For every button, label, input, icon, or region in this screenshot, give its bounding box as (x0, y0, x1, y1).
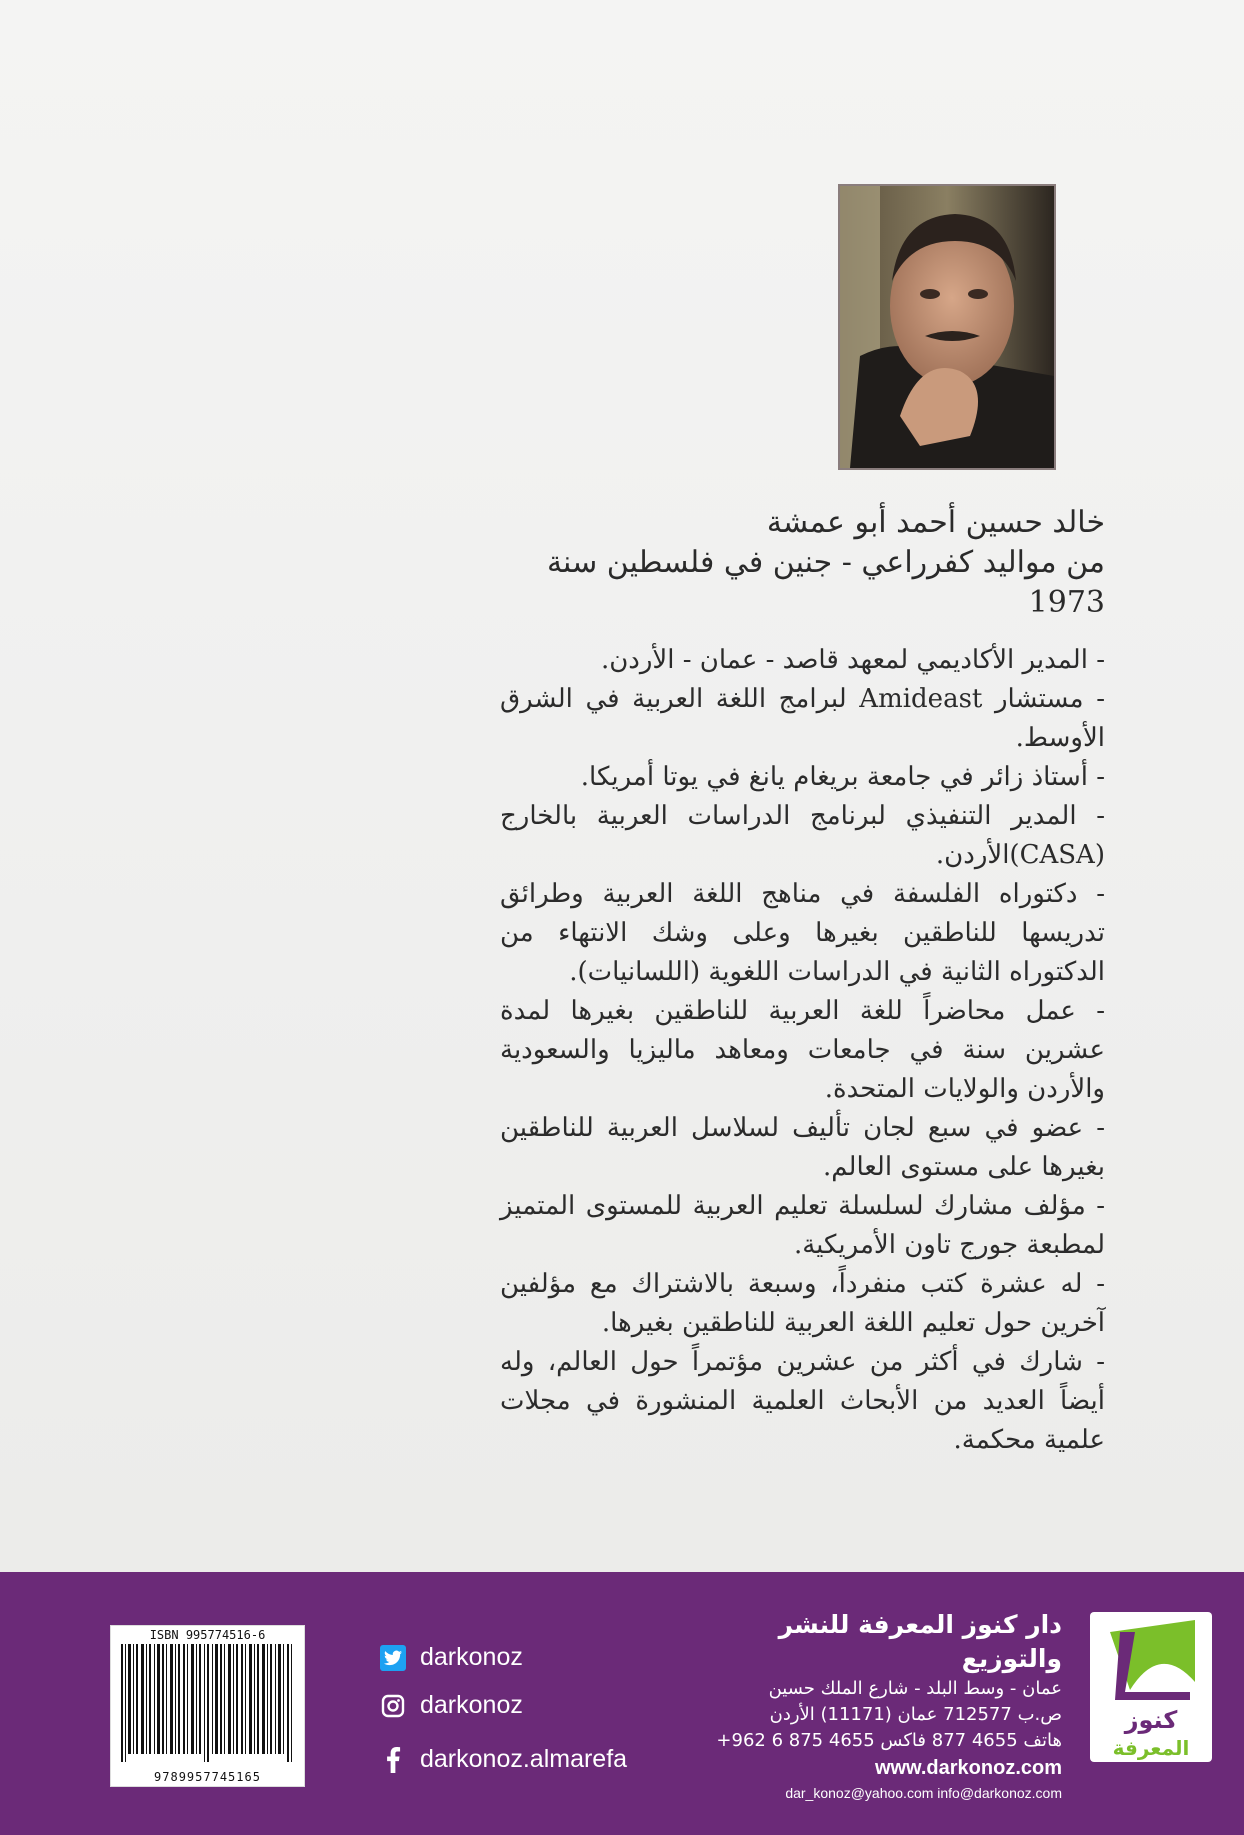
bio-list (500, 641, 1105, 1460)
bio-item: - عضو في سبع لجان تأليف لسلاسل العربية للناطقين بغيرها على مستوى العالم. (500, 1113, 1105, 1182)
logo-bottom-text: المعرفة (1112, 1736, 1190, 1760)
bio-item: - له عشرة كتب منفرداً، وسبعة بالاشتراك مع مؤلفين آخرين حول تعليم اللغة العربية للناطقين بغيرها. (500, 1269, 1105, 1338)
barcode-bars (119, 1644, 296, 1762)
publisher-emails[interactable]: dar_konoz@yahoo.com info@darkonoz.com (785, 1785, 1062, 1801)
isbn-barcode (110, 1625, 305, 1787)
publisher-phone: هاتف 4655 877 فاكس 4655 875 6 962+ (716, 1730, 1062, 1751)
author-portrait-image (840, 186, 1054, 468)
bio-item: - شارك في أكثر من عشرين مؤتمراً حول العالم، وله أيضاً العديد من الأبحاث العلمية المنشورة في مجلات علمية محكمة. (500, 1347, 1105, 1455)
instagram-handle: darkonoz (420, 1691, 523, 1719)
social-facebook[interactable] (380, 1745, 627, 1774)
bio-item: - المدير التنفيذي لبرنامج الدراسات العربية بالخارج (CASA)الأردن. (500, 801, 1105, 870)
facebook-handle: darkonoz.almarefa (420, 1745, 628, 1773)
instagram-icon (380, 1693, 406, 1719)
publisher-name: دار كنوز المعرفة للنشر والتوزيع (778, 1610, 1062, 1673)
isbn-digits: 9789957745165 (154, 1770, 261, 1784)
bio-item: - مؤلف مشارك لسلسلة تعليم العربية للمستوى المتميز لمطبعة جورج تاون الأمريكية. (500, 1191, 1105, 1260)
author-birth: من مواليد كفرراعي - جنين في فلسطين سنة 1973 (546, 545, 1105, 620)
isbn-label: ISBN 995774516-6 (149, 1628, 266, 1642)
social-instagram[interactable] (380, 1691, 523, 1720)
publisher-address: عمان - وسط البلد - شارع الملك حسين (768, 1678, 1062, 1699)
author-bio (500, 503, 1105, 1460)
bio-item: - أستاذ زائر في جامعة بريغام يانغ في يوتا أمريكا. (580, 762, 1105, 792)
bio-item: - دكتوراه الفلسفة في مناهج اللغة العربية وطرائق تدريسها للناطقين بغيرها وعلى وشك الانتهاء من الدكتوراه الثانية في الدراسات اللغوية (اللسانيات). (500, 879, 1105, 987)
author-name: خالد حسين أحمد أبو عمشة (766, 505, 1105, 540)
bio-item: - المدير الأكاديمي لمعهد قاصد - عمان - الأردن. (600, 645, 1105, 675)
bio-item: - مستشار Amideast لبرامج اللغة العربية في الشرق الأوسط. (500, 684, 1105, 753)
publisher-info (690, 1608, 1062, 1804)
publisher-website[interactable]: www.darkonoz.com (874, 1757, 1062, 1779)
twitter-handle: darkonoz (420, 1643, 523, 1671)
author-photo (838, 184, 1056, 470)
publisher-pobox: ص.ب 712577 عمان (11171) الأردن (769, 1704, 1062, 1725)
facebook-icon (380, 1747, 406, 1773)
social-twitter[interactable] (380, 1643, 523, 1672)
bio-item: - عمل محاضراً للغة العربية للناطقين بغيرها لمدة عشرين سنة في جامعات ومعاهد ماليزيا والسعودية والأردن والولايات المتحدة. (500, 996, 1105, 1104)
twitter-icon (380, 1645, 406, 1671)
publisher-logo (1090, 1612, 1212, 1762)
logo-top-text: كنوز (1124, 1706, 1178, 1734)
